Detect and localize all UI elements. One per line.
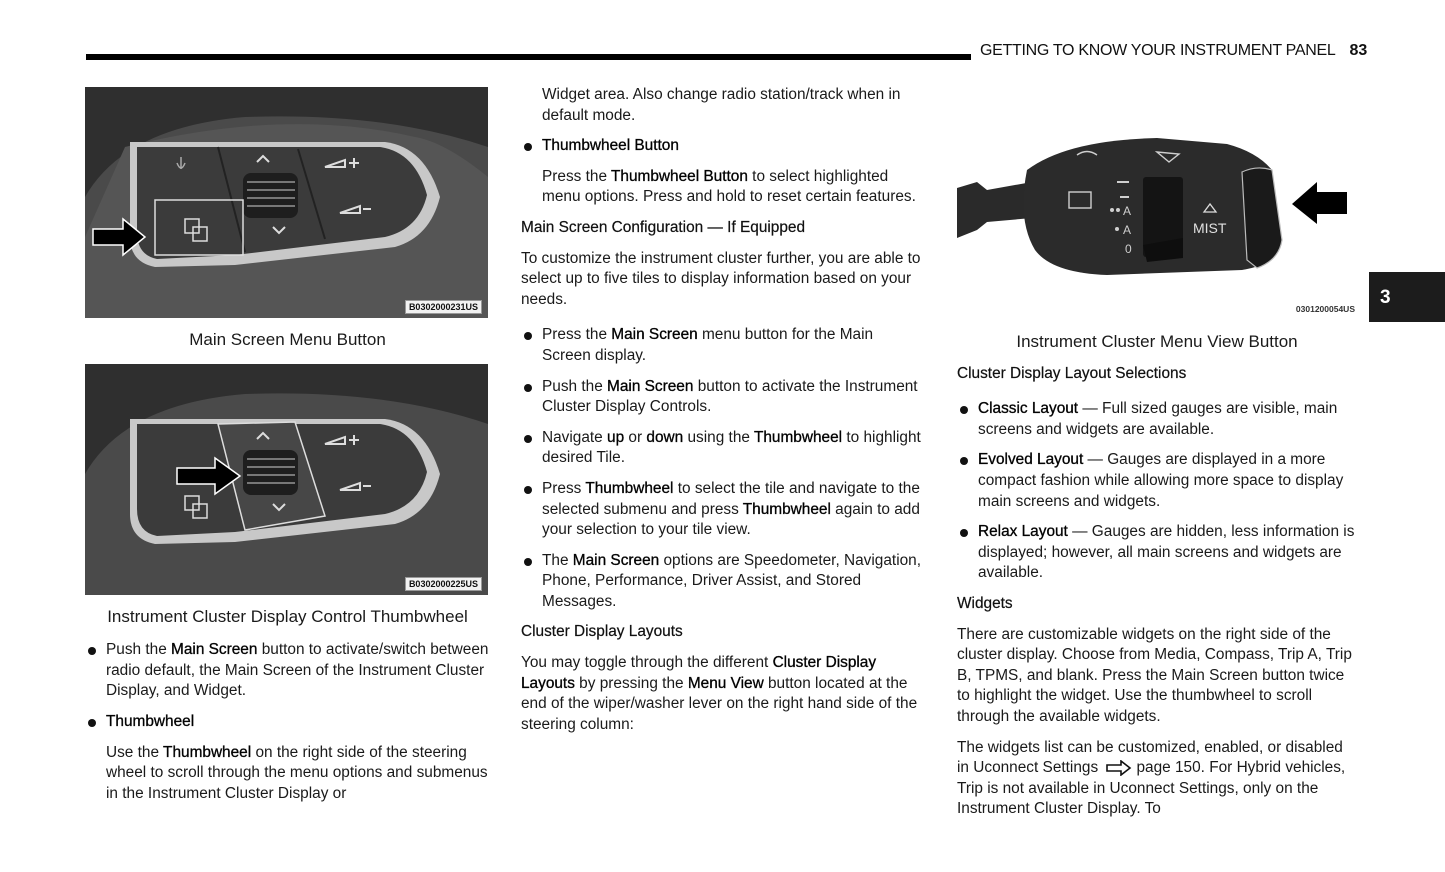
running-title: GETTING TO KNOW YOUR INSTRUMENT PANEL — [980, 42, 1336, 59]
figure-caption: Main Screen Menu Button — [189, 330, 386, 349]
bullet-icon — [88, 719, 96, 727]
lever-label-mist: MIST — [1193, 220, 1227, 236]
lever-label-a2: A — [1123, 204, 1132, 218]
bullet-icon — [960, 406, 968, 414]
lever-label-zero: 0 — [1125, 242, 1132, 256]
section-heading: Cluster Display Layout Selections — [957, 364, 1187, 382]
thumbwheel-description: Use the Thumbwheel on the right side of the steering wheel to scroll through the menu options and submenus in the Instrument Cluster Display or — [106, 743, 488, 802]
lever-label-a1: A — [1123, 223, 1132, 237]
column-3 — [957, 130, 1357, 830]
list-item: Thumbwheel — [85, 712, 490, 733]
wiper-lever-illustration — [957, 130, 1357, 322]
list-item: Push the Main Screen button to activate/switch between radio default, the Main Screen of the Instrument Cluster Display, and Widget. — [85, 640, 490, 702]
list-item: Push the Main Screen button to activate the Instrument Cluster Display Controls. — [521, 377, 921, 418]
steering-wheel-controls-illustration — [85, 87, 488, 318]
column-1 — [85, 87, 490, 814]
bullet-icon — [524, 558, 532, 566]
list-item: Press the Main Screen menu button for the Main Screen display. — [521, 325, 921, 366]
section-heading: Main Screen Configuration — If Equipped — [521, 218, 806, 236]
bullet-icon — [524, 435, 532, 443]
list-item: Press Thumbwheel to select the tile and navigate to the selected submenu and press Thumbwheel again to add your selection to your tile view. — [521, 479, 921, 541]
list-item: Thumbwheel Button — [521, 136, 921, 157]
bullet-icon — [88, 647, 96, 655]
bullet-icon — [524, 143, 532, 151]
widgets-list-description: The widgets list can be customized, enabled, or disabled in Uconnect Settings page 150. For Hybrid vehicles, Trip is not available in Uconnect Settings, only on the Instrument Cluster Display. To — [957, 738, 1346, 818]
header-rule — [86, 54, 971, 60]
main-screen-intro: To customize the instrument cluster further, you are able to select up to five tiles to display information based on your needs. — [521, 249, 921, 308]
bullet-icon — [524, 384, 532, 392]
page-header — [980, 42, 1368, 60]
page-number: 83 — [1349, 42, 1368, 59]
bullet-icon — [960, 529, 968, 537]
section-heading: Cluster Display Layouts — [521, 623, 683, 641]
figure-menu-view-button — [957, 130, 1357, 322]
thumbwheel-button-description: Press the Thumbwheel Button to select highlighted menu options. Press and hold to reset certain features. — [542, 167, 916, 206]
figure-caption: Instrument Cluster Menu View Button — [1016, 332, 1298, 351]
chapter-number: 3 — [1380, 287, 1391, 308]
layouts-description: You may toggle through the different Cluster Display Layouts by pressing the Menu View button located at the end of the wiper/washer lever on the right hand side of the steering column: — [521, 654, 918, 733]
list-item: Classic Layout — Full sized gauges are visible, main screens and widgets are available. — [957, 399, 1357, 440]
list-item: Relax Layout — Gauges are hidden, less information is displayed; however, all main screens and widgets are available. — [957, 522, 1357, 584]
figure-thumbwheel — [85, 364, 488, 595]
figure-code: B0302000225US — [405, 577, 482, 591]
section-heading: Widgets — [957, 594, 1013, 612]
bullet-icon — [524, 332, 532, 340]
steering-wheel-thumbwheel-illustration — [85, 364, 488, 595]
figure-code: 0301200054US — [1295, 304, 1355, 315]
widgets-description: There are customizable widgets on the right side of the cluster display. Choose from Media, Compass, Trip A, Trip B, TPMS, and blank. Press the Main Screen button twice to highlight the widget. Use the thumbwheel to scroll through the available widgets. — [957, 625, 1352, 725]
figure-caption: Instrument Cluster Display Control Thumbwheel — [107, 606, 468, 626]
figure-main-screen-menu-button — [85, 87, 488, 318]
list-item: Evolved Layout — Gauges are displayed in a more compact fashion while allowing more space to display main screens and widgets. — [957, 450, 1357, 512]
chapter-tab[interactable] — [1369, 272, 1445, 322]
bullet-icon — [960, 457, 968, 465]
column-2 — [521, 85, 921, 745]
pointer-arrow-icon — [1292, 182, 1347, 224]
figure-code: B0302000231US — [405, 300, 482, 314]
list-item: The Main Screen options are Speedometer, Navigation, Phone, Performance, Driver Assist, and Stored Messages. — [521, 551, 921, 613]
list-item: Navigate up or down using the Thumbwheel to highlight desired Tile. — [521, 428, 921, 469]
page-reference-arrow-icon — [1106, 760, 1132, 776]
bullet-icon — [524, 486, 532, 494]
continued-paragraph: Widget area. Also change radio station/track when in default mode. — [542, 86, 901, 124]
page-reference-link[interactable]: page 150 — [1136, 759, 1201, 777]
